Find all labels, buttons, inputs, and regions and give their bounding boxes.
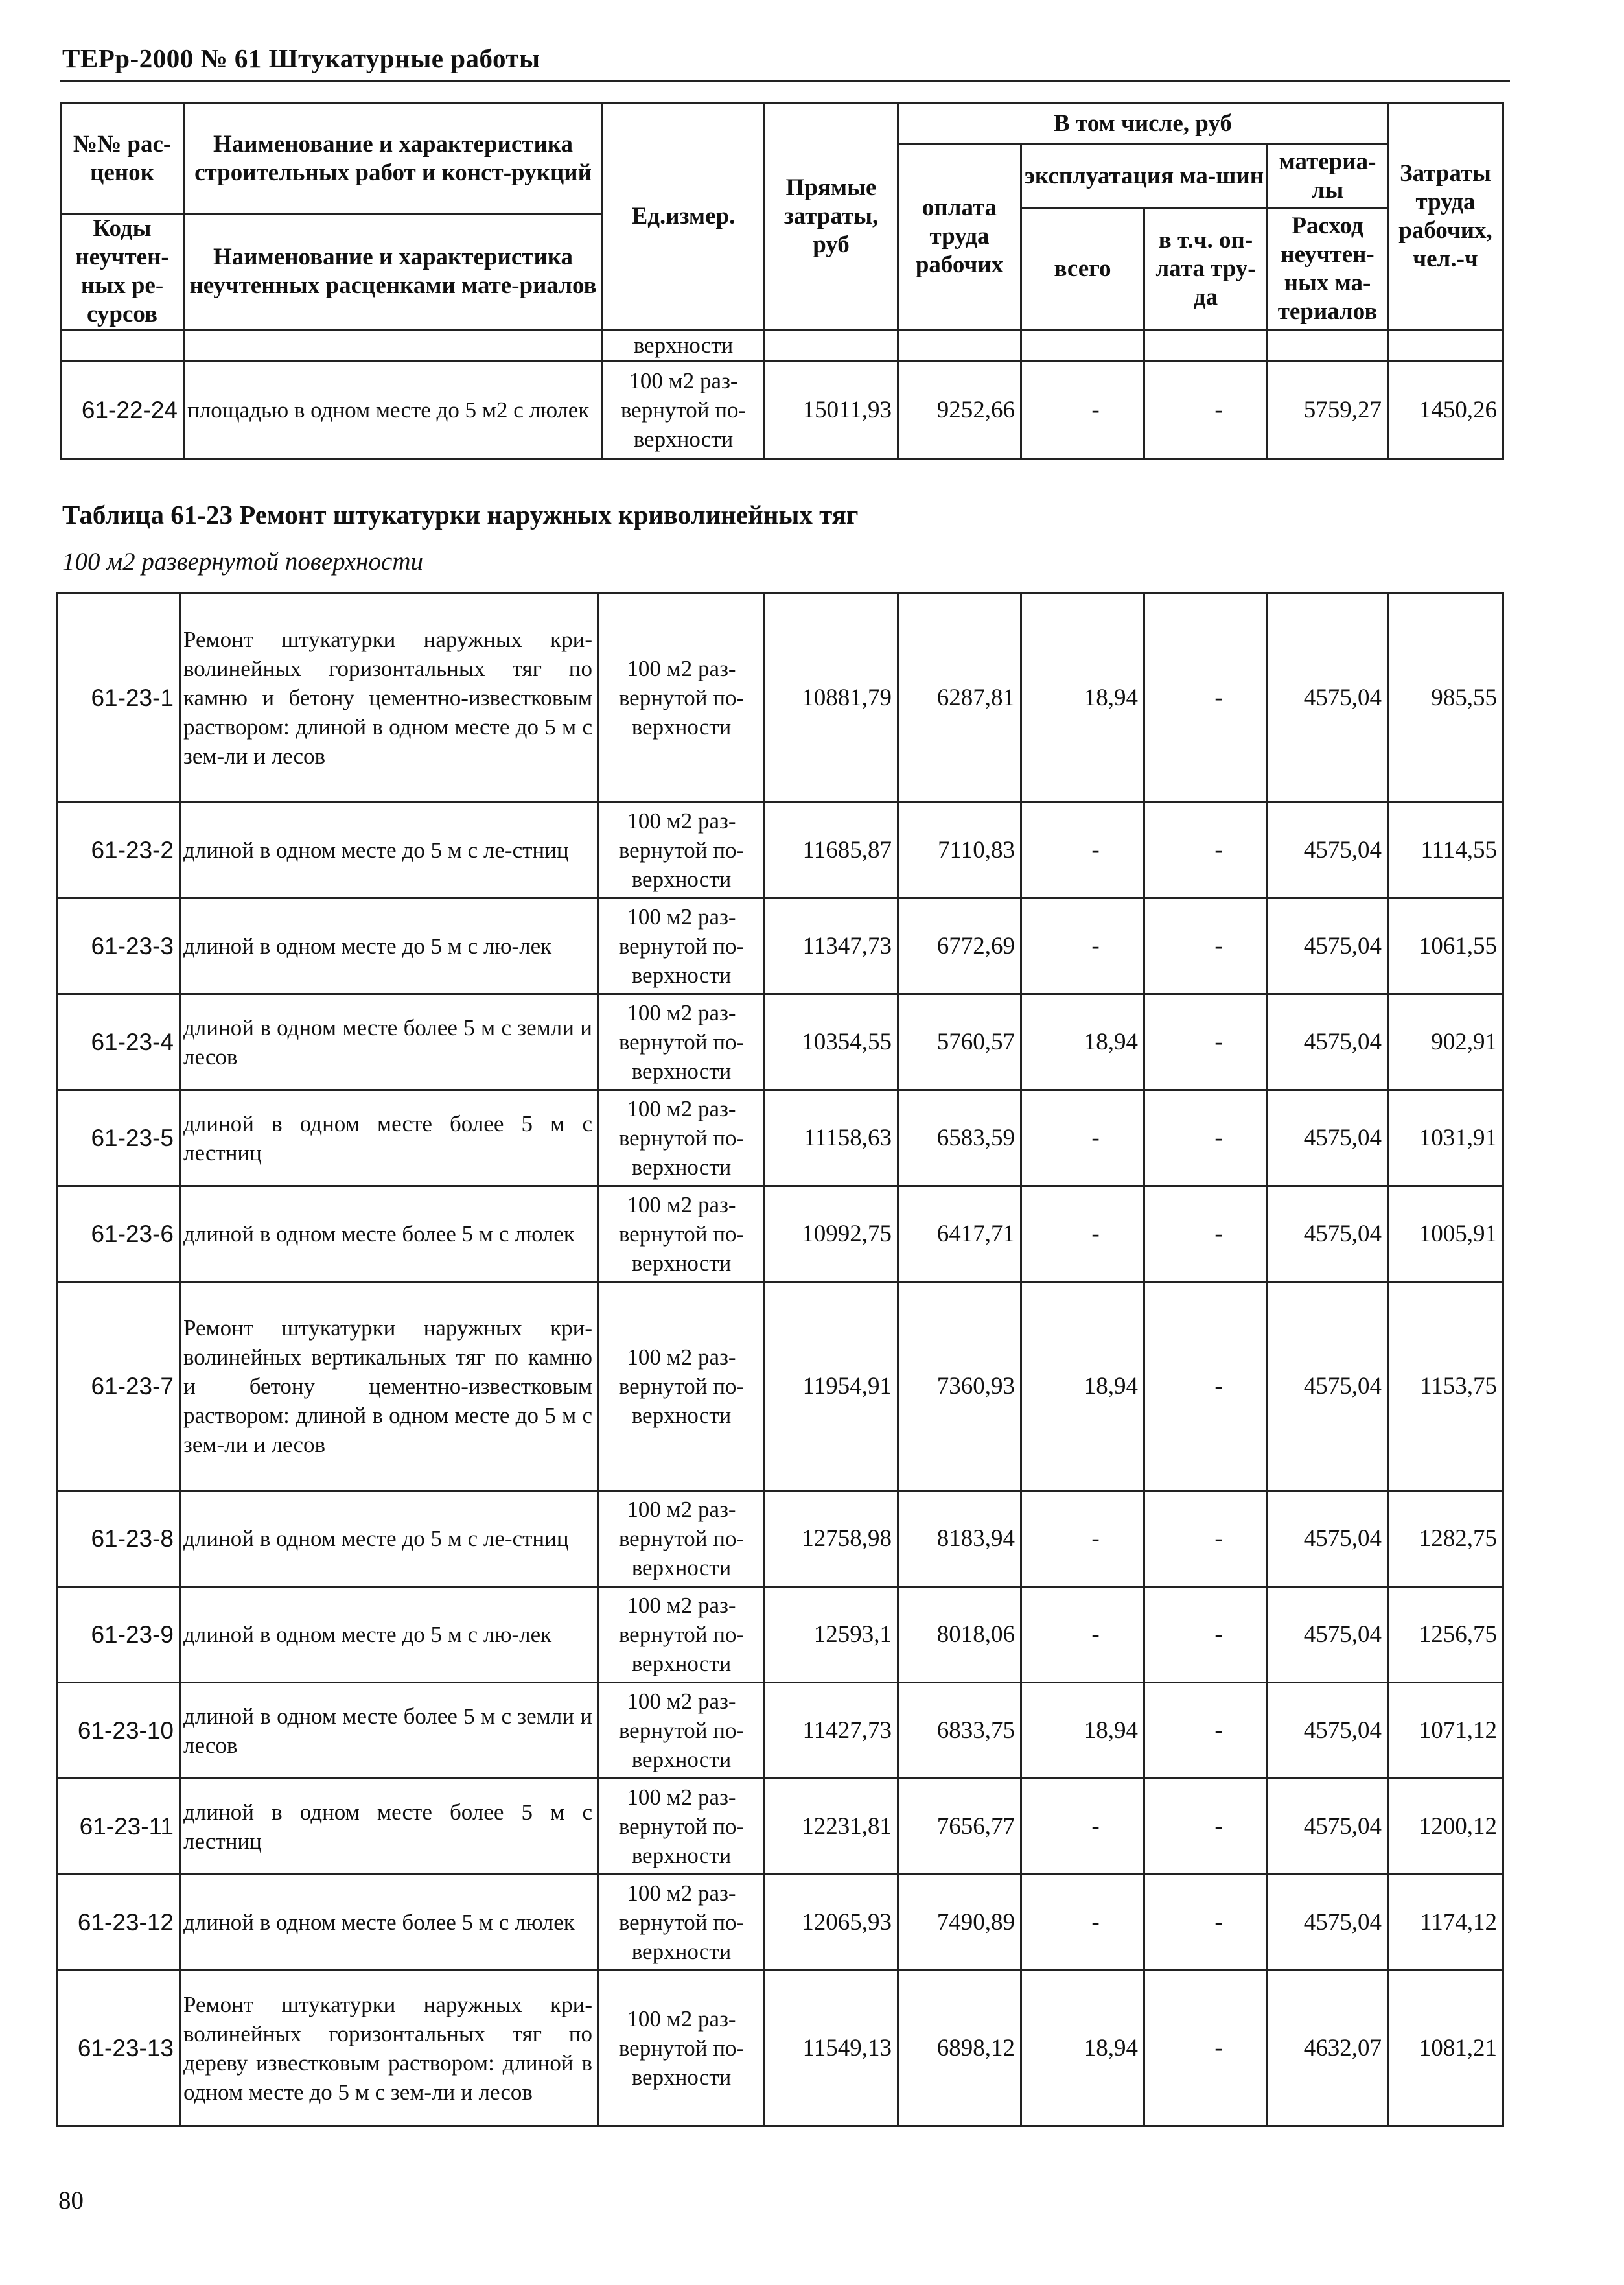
unit-of-measure: 100 м2 раз-вернутой по-верхности <box>599 1587 765 1683</box>
machines-labor: - <box>1144 1971 1268 2126</box>
header-rule <box>60 80 1510 82</box>
labor-pay: 7656,77 <box>898 1779 1021 1875</box>
materials: 5759,27 <box>1268 361 1388 460</box>
direct-costs: 12065,93 <box>765 1875 898 1971</box>
running-head: ТЕРр-2000 № 61 Штукатурные работы <box>62 43 540 73</box>
header-including: В том числе, руб <box>898 104 1388 144</box>
machines-labor: - <box>1144 1683 1268 1779</box>
table-row <box>57 1090 1503 1186</box>
materials: 4575,04 <box>1268 1587 1388 1683</box>
labor-pay: 6772,69 <box>898 898 1021 994</box>
labor-pay: 7110,83 <box>898 803 1021 898</box>
rate-code: 61-23-4 <box>57 994 180 1090</box>
direct-costs: 12231,81 <box>765 1779 898 1875</box>
table-row <box>57 1683 1503 1779</box>
materials: 4575,04 <box>1268 594 1388 803</box>
labor-pay: 7490,89 <box>898 1875 1021 1971</box>
header-materials-bottom: Расход неучтен-ных ма-териалов <box>1268 209 1388 330</box>
machines-total: - <box>1021 361 1144 460</box>
header-name-bottom: Наименование и характеристика неучтенных расценками мате-риалов <box>184 214 603 330</box>
machines-labor: - <box>1144 1186 1268 1282</box>
work-name: длиной в одном месте до 5 м с ле-стниц <box>180 803 599 898</box>
materials: 4575,04 <box>1268 1683 1388 1779</box>
materials: 4575,04 <box>1268 803 1388 898</box>
rates-table-61-23 <box>56 592 1504 2127</box>
unit-of-measure: 100 м2 раз-вернутой по-верхности <box>599 1090 765 1186</box>
labor-pay: 8183,94 <box>898 1491 1021 1587</box>
direct-costs: 15011,93 <box>765 361 898 460</box>
direct-costs: 11549,13 <box>765 1971 898 2126</box>
materials: 4575,04 <box>1268 1186 1388 1282</box>
labor-cost: 1282,75 <box>1388 1491 1503 1587</box>
rate-code: 61-23-9 <box>57 1587 180 1683</box>
work-name: длиной в одном месте до 5 м с ле-стниц <box>180 1491 599 1587</box>
rate-code: 61-23-11 <box>57 1779 180 1875</box>
labor-cost: 1114,55 <box>1388 803 1503 898</box>
machines-total: 18,94 <box>1021 1282 1144 1491</box>
unit-of-measure: 100 м2 раз-вернутой по-верхности <box>599 1282 765 1491</box>
table-row <box>57 1186 1503 1282</box>
unit-of-measure: 100 м2 раз-вернутой по-верхности <box>599 994 765 1090</box>
machines-labor: - <box>1144 361 1268 460</box>
work-name: Ремонт штукатурки наружных кри-волинейных горизонтальных тяг по дереву известковым раствором: длиной в одном месте до 5 м с зем-ли и лесов <box>180 1971 599 2126</box>
unit-of-measure: 100 м2 раз-вернутой по-верхности <box>599 1491 765 1587</box>
machines-total: 18,94 <box>1021 594 1144 803</box>
table-row <box>61 361 1503 460</box>
header-table <box>60 102 1504 460</box>
unit-of-measure: 100 м2 раз-вернутой по-верхности <box>599 594 765 803</box>
labor-cost: 1081,21 <box>1388 1971 1503 2126</box>
header-unit: Ед.измер. <box>603 104 765 330</box>
header-labor-pay: оплата труда рабочих <box>898 144 1021 330</box>
labor-cost: 1061,55 <box>1388 898 1503 994</box>
unit-of-measure: 100 м2 раз-вернутой по-верхности <box>599 1779 765 1875</box>
rate-code: 61-23-1 <box>57 594 180 803</box>
table-row <box>57 898 1503 994</box>
direct-costs: 10881,79 <box>765 594 898 803</box>
labor-cost: 1005,91 <box>1388 1186 1503 1282</box>
direct-costs: 12593,1 <box>765 1587 898 1683</box>
machines-total: - <box>1021 803 1144 898</box>
labor-pay: 8018,06 <box>898 1587 1021 1683</box>
table-title: Таблица 61-23 Ремонт штукатурки наружных криволинейных тяг <box>62 500 859 530</box>
unit-of-measure: 100 м2 раз-вернутой по-верхности <box>599 1971 765 2126</box>
rate-code: 61-23-12 <box>57 1875 180 1971</box>
materials: 4575,04 <box>1268 1491 1388 1587</box>
table-subtitle: 100 м2 развернутой поверхности <box>62 548 424 576</box>
unit-of-measure: 100 м2 раз-вернутой по-верхности <box>599 1875 765 1971</box>
unit-of-measure: 100 м2 раз-вернутой по-верхности <box>599 1683 765 1779</box>
direct-costs: 11427,73 <box>765 1683 898 1779</box>
work-name: Ремонт штукатурки наружных кри-волинейных горизонтальных тяг по камню и бетону цементно-известковым раствором: длиной в одном месте до 5 м с зем-ли и лесов <box>180 594 599 803</box>
work-name: площадью в одном месте до 5 м2 с люлек <box>184 361 603 460</box>
page-number: 80 <box>58 2186 84 2214</box>
direct-costs: 11158,63 <box>765 1090 898 1186</box>
rate-code: 61-23-8 <box>57 1491 180 1587</box>
labor-pay: 6287,81 <box>898 594 1021 803</box>
rate-code: 61-22-24 <box>61 361 184 460</box>
direct-costs: 10992,75 <box>765 1186 898 1282</box>
table-row <box>57 1779 1503 1875</box>
work-name: длиной в одном месте более 5 м с земли и лесов <box>180 994 599 1090</box>
machines-labor: - <box>1144 1587 1268 1683</box>
header-machines-total: всего <box>1021 209 1144 330</box>
header-machines-labor: в т.ч. оп-лата тру-да <box>1144 209 1268 330</box>
unit-of-measure: 100 м2 раз-вернутой по-верхности <box>599 898 765 994</box>
machines-total: - <box>1021 1587 1144 1683</box>
machines-total: - <box>1021 1186 1144 1282</box>
direct-costs: 12758,98 <box>765 1491 898 1587</box>
rate-code: 61-23-3 <box>57 898 180 994</box>
rate-code: 61-23-13 <box>57 1971 180 2126</box>
machines-total: 18,94 <box>1021 994 1144 1090</box>
header-materials-top: материа-лы <box>1268 144 1388 209</box>
header-direct-costs: Прямые затраты, руб <box>765 104 898 330</box>
materials: 4575,04 <box>1268 1875 1388 1971</box>
work-name: длиной в одном месте до 5 м с лю-лек <box>180 1587 599 1683</box>
machines-total: - <box>1021 1875 1144 1971</box>
unit-of-measure: 100 м2 раз-вернутой по-верхности <box>599 803 765 898</box>
machines-total: - <box>1021 1491 1144 1587</box>
machines-labor: - <box>1144 803 1268 898</box>
rate-code: 61-23-2 <box>57 803 180 898</box>
materials: 4632,07 <box>1268 1971 1388 2126</box>
work-name: длиной в одном месте более 5 м с люлек <box>180 1875 599 1971</box>
carryover-fragment-row <box>61 330 1503 361</box>
machines-total: 18,94 <box>1021 1971 1144 2126</box>
unit-of-measure: 100 м2 раз-вернутой по-верхности <box>603 361 765 460</box>
machines-labor: - <box>1144 994 1268 1090</box>
direct-costs: 11954,91 <box>765 1282 898 1491</box>
machines-labor: - <box>1144 1491 1268 1587</box>
work-name: длиной в одном месте более 5 м с лестниц <box>180 1090 599 1186</box>
machines-labor: - <box>1144 898 1268 994</box>
table-row <box>57 1587 1503 1683</box>
labor-pay: 5760,57 <box>898 994 1021 1090</box>
labor-cost: 902,91 <box>1388 994 1503 1090</box>
header-name-top: Наименование и характеристика строительных работ и конст-рукций <box>184 104 603 214</box>
machines-labor: - <box>1144 594 1268 803</box>
work-name: длиной в одном месте более 5 м с лестниц <box>180 1779 599 1875</box>
rate-code: 61-23-6 <box>57 1186 180 1282</box>
machines-total: - <box>1021 898 1144 994</box>
table-row <box>57 594 1503 803</box>
materials: 4575,04 <box>1268 898 1388 994</box>
labor-cost: 1450,26 <box>1388 361 1503 460</box>
machines-labor: - <box>1144 1779 1268 1875</box>
work-name: длиной в одном месте более 5 м с земли и лесов <box>180 1683 599 1779</box>
direct-costs: 10354,55 <box>765 994 898 1090</box>
materials: 4575,04 <box>1268 1090 1388 1186</box>
materials: 4575,04 <box>1268 1282 1388 1491</box>
header-code-bottom: Коды неучтен-ных ре-сурсов <box>61 214 184 330</box>
rate-code: 61-23-5 <box>57 1090 180 1186</box>
labor-cost: 985,55 <box>1388 594 1503 803</box>
labor-cost: 1174,12 <box>1388 1875 1503 1971</box>
table-row <box>57 1491 1503 1587</box>
labor-pay: 9252,66 <box>898 361 1021 460</box>
labor-pay: 6417,71 <box>898 1186 1021 1282</box>
table-row <box>57 994 1503 1090</box>
materials: 4575,04 <box>1268 1779 1388 1875</box>
rate-code: 61-23-10 <box>57 1683 180 1779</box>
table-row <box>57 803 1503 898</box>
labor-pay: 6583,59 <box>898 1090 1021 1186</box>
header-code-top: №№ рас-ценок <box>61 104 184 214</box>
labor-cost: 1153,75 <box>1388 1282 1503 1491</box>
machines-labor: - <box>1144 1875 1268 1971</box>
table-row <box>57 1971 1503 2126</box>
table-row <box>57 1875 1503 1971</box>
machines-labor: - <box>1144 1282 1268 1491</box>
rate-code: 61-23-7 <box>57 1282 180 1491</box>
unit-of-measure: 100 м2 раз-вернутой по-верхности <box>599 1186 765 1282</box>
work-name: длиной в одном месте до 5 м с лю-лек <box>180 898 599 994</box>
machines-total: - <box>1021 1090 1144 1186</box>
header-machines: эксплуатация ма-шин <box>1021 144 1268 209</box>
labor-cost: 1256,75 <box>1388 1587 1503 1683</box>
direct-costs: 11347,73 <box>765 898 898 994</box>
labor-pay: 7360,93 <box>898 1282 1021 1491</box>
header-labor-cost: Затраты труда рабочих, чел.-ч <box>1388 104 1503 330</box>
work-name: Ремонт штукатурки наружных кри-волинейных вертикальных тяг по камню и бетону цементно-известковым раствором: длиной в одном месте до 5 м с зем-ли и лесов <box>180 1282 599 1491</box>
carryover-unit-fragment: верхности <box>603 330 765 361</box>
materials: 4575,04 <box>1268 994 1388 1090</box>
labor-pay: 6898,12 <box>898 1971 1021 2126</box>
labor-cost: 1071,12 <box>1388 1683 1503 1779</box>
labor-pay: 6833,75 <box>898 1683 1021 1779</box>
machines-labor: - <box>1144 1090 1268 1186</box>
direct-costs: 11685,87 <box>765 803 898 898</box>
machines-total: - <box>1021 1779 1144 1875</box>
labor-cost: 1200,12 <box>1388 1779 1503 1875</box>
work-name: длиной в одном месте более 5 м с люлек <box>180 1186 599 1282</box>
labor-cost: 1031,91 <box>1388 1090 1503 1186</box>
table-row <box>57 1282 1503 1491</box>
machines-total: 18,94 <box>1021 1683 1144 1779</box>
